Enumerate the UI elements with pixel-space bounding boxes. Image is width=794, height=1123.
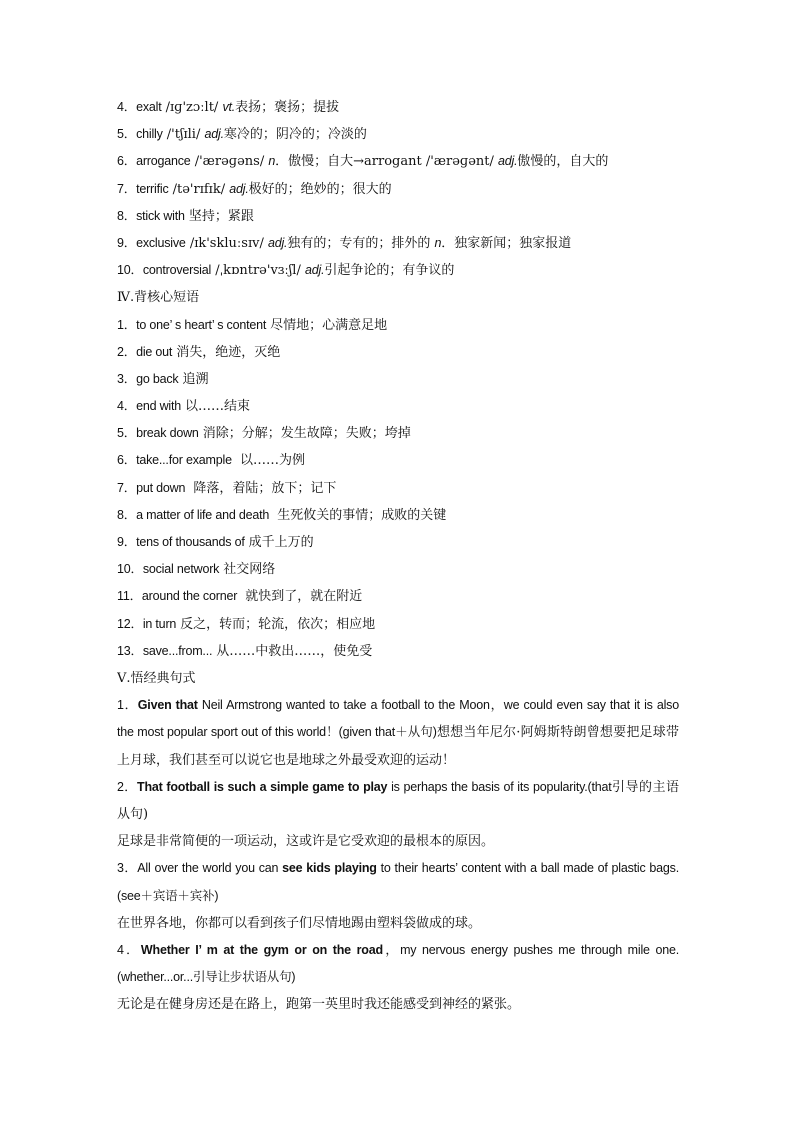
phrase-item: 4．end with 以……结束	[117, 399, 251, 415]
sentence-2-translation: 足球是非常简便的一项运动，这或许是它受欢迎的最根本的原因。	[117, 834, 495, 850]
sentence-4: 4．Whether I’ m at the gym or on the road，my nervous energy pushes me through mile one.(whether...or...引导让步状语从句)	[117, 942, 680, 985]
section-heading-phrases: Ⅳ.背核心短语	[117, 290, 200, 306]
phrase-item: 8．a matter of life and death 生死攸关的事情；成败的关键	[117, 507, 447, 523]
phrase-item: 1．to one’ s heart’ s content 尽情地；心满意足地	[117, 317, 388, 333]
phrase-item: 2．die out 消失，绝迹，灭绝	[117, 344, 281, 360]
phrase-item: 6．take...for example 以……为例	[117, 453, 305, 469]
sentence-3-translation: 在世界各地，你都可以看到孩子们尽情地踢由塑料袋做成的球。	[117, 915, 482, 931]
phrase-item: 12．in turn 反之，转而；轮流，依次；相应地	[117, 616, 376, 632]
phrase-item: 10．social network 社交网络	[117, 562, 276, 578]
vocab-list	[117, 94, 679, 284]
vocab-item: 5．chilly /'tʃɪli/ adj.寒冷的；阴冷的；冷淡的	[117, 127, 367, 143]
phrase-item: 9．tens of thousands of 成千上万的	[117, 535, 314, 550]
vocab-item: 8．stick with 坚持；紧跟	[117, 208, 254, 224]
sentence-4-translation: 无论是在健身房还是在路上，跑第一英里时我还能感受到神经的紧张。	[117, 997, 521, 1013]
vocab-item: 4．exalt /ɪɡ'zɔːlt/ vt.表扬；褒扬；提拔	[117, 100, 340, 115]
vocab-item: 7．terrific /tə'rɪfɪk/ adj.极好的；绝妙的；很大的	[117, 181, 392, 197]
phrase-item: 5．break down 消除；分解；发生故障；失败；垮掉	[117, 426, 411, 442]
vocab-item: 9．exclusive /ɪk'skluːsɪv/ adj.独有的；专有的；排外的 n．独家新闻；独家报道	[117, 235, 572, 251]
phrase-list	[117, 312, 679, 665]
phrase-item: 11．around the corner 就快到了，就在附近	[117, 589, 363, 605]
sentence-2: 2．That football is such a simple game to play is perhaps the basis of its popularity.(that引导的主语从句)	[117, 779, 679, 822]
phrase-item: 7．put down 降落，着陆；放下；记下	[117, 480, 337, 496]
phrase-item: 3．go back 追溯	[117, 371, 209, 387]
vocab-item: 10．controversial /ˌkɒntrə'vɜːʃl/ adj.引起争论的；有争议的	[117, 263, 455, 279]
phrase-item: 13．save...from... 从……中救出……，使免受	[117, 643, 373, 659]
document-page	[117, 94, 679, 1019]
sentence-1: 1．Given that Neil Armstrong wanted to take a football to the Moon，we could even say that it is also the most popular sport out of this world！(given that＋从句)想想当年尼尔·阿姆斯特朗曾想要把足球带上月球，我们甚至可以说它也是地球之外最受欢迎的运动！	[117, 698, 679, 768]
section-heading-sentences: Ⅴ.悟经典句式	[117, 670, 196, 686]
vocab-item: 6．arrogance /'ærəɡəns/ n．傲慢；自大→arrogant /'ærəɡənt/ adj.傲慢的，自大的	[117, 154, 609, 170]
sentence-3: 3．All over the world you can see kids playing to their hearts’ content with a ball made of plastic bags.(see＋宾语＋宾补)	[117, 861, 680, 903]
